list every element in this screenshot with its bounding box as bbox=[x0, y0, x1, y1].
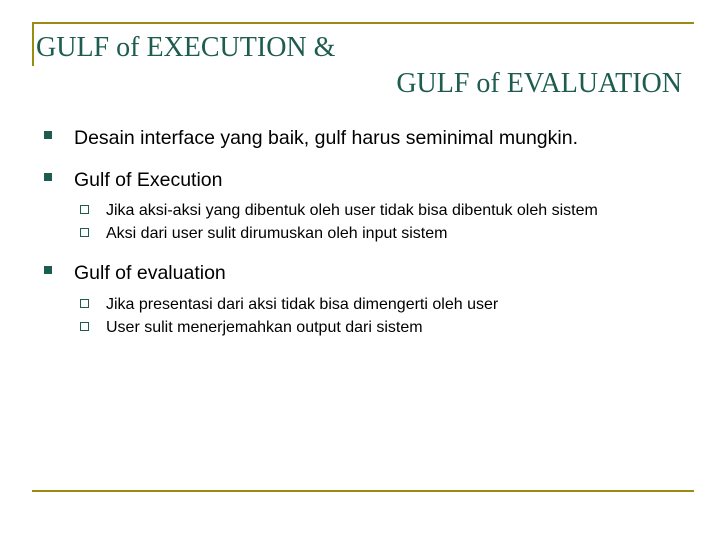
bullet-list bbox=[36, 126, 692, 338]
list-item bbox=[36, 168, 692, 245]
sub-list-item bbox=[74, 224, 692, 245]
sub-list-item-label: User sulit menerjemahkan output dari sistem bbox=[106, 318, 423, 336]
list-item bbox=[36, 261, 692, 338]
sub-list-item-label: Jika presentasi dari aksi tidak bisa dimengerti oleh user bbox=[106, 295, 499, 313]
list-item-label: Gulf of Execution bbox=[74, 168, 223, 191]
sub-list-item bbox=[74, 201, 692, 222]
left-rule-divider bbox=[32, 22, 34, 66]
sub-bullet-list bbox=[74, 295, 692, 339]
sub-bullet-list bbox=[74, 201, 692, 245]
slide-title-line-2: GULF of EVALUATION bbox=[396, 67, 682, 99]
hollow-square-bullet-icon bbox=[80, 205, 89, 214]
hollow-square-bullet-icon bbox=[80, 299, 89, 308]
top-rule-divider bbox=[32, 22, 694, 24]
sub-list-item bbox=[74, 295, 692, 316]
sub-list-item-label: Aksi dari user sulit dirumuskan oleh input sistem bbox=[106, 225, 448, 243]
hollow-square-bullet-icon bbox=[80, 228, 89, 237]
slide-title-line-1: GULF of EXECUTION & bbox=[36, 32, 336, 63]
square-bullet-icon bbox=[44, 131, 52, 139]
slide-body bbox=[36, 126, 692, 354]
sub-list-item bbox=[74, 318, 692, 339]
list-item-label: Desain interface yang baik, gulf harus seminimal mungkin. bbox=[74, 127, 579, 149]
square-bullet-icon bbox=[44, 266, 52, 274]
list-item bbox=[36, 126, 692, 152]
slide-title bbox=[36, 30, 686, 102]
bottom-rule-divider bbox=[32, 490, 694, 492]
square-bullet-icon bbox=[44, 173, 52, 181]
hollow-square-bullet-icon bbox=[80, 322, 89, 331]
list-item-label: Gulf of evaluation bbox=[74, 262, 226, 285]
sub-list-item-label: Jika aksi-aksi yang dibentuk oleh user tidak bisa dibentuk oleh sistem bbox=[106, 202, 598, 220]
